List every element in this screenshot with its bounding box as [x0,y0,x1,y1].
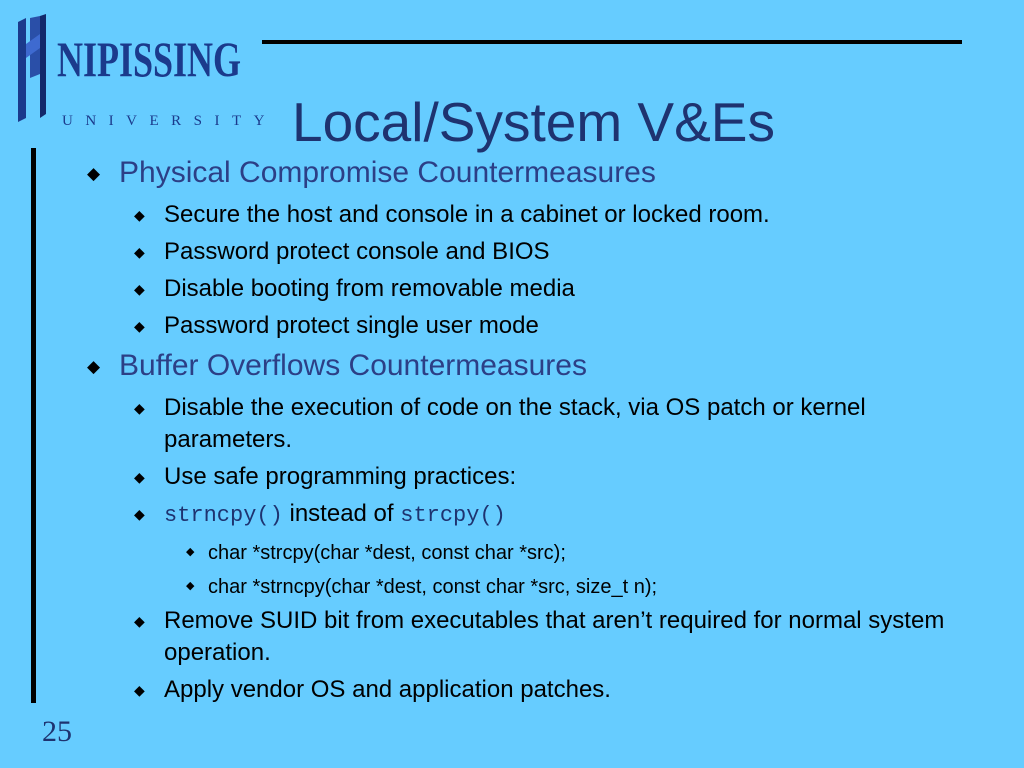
slide-title: Local/System V&Es [292,91,775,153]
list-item-text: Apply vendor OS and application patches. [164,676,611,703]
section-buffer [84,347,974,385]
list-item-text: Password protect single user mode [164,312,539,339]
list-item-text: char *strcpy(char *dest, const char *src); [208,542,566,564]
list-item [84,310,974,342]
diamond-bullet-icon: ◆ [134,682,145,698]
diamond-bullet-icon: ◆ [87,357,101,376]
diamond-bullet-icon: ◆ [134,207,145,223]
diamond-bullet-icon: ◆ [134,281,145,297]
diamond-bullet-icon: ◆ [134,400,145,416]
page-number: 25 [42,715,72,748]
list-item [84,605,974,669]
code-strncpy: strncpy() [164,503,283,528]
logo-subtitle: UNIVERSITY [62,113,277,129]
section-physical [84,154,974,192]
diamond-bullet-icon: ◆ [134,506,145,522]
code-strcpy: strcpy() [400,503,506,528]
list-item [84,392,974,456]
list-item [84,537,974,569]
list-item [84,674,974,706]
diamond-bullet-icon: ◆ [134,244,145,260]
diamond-bullet-icon: ◆ [134,469,145,485]
slide-content [84,154,974,711]
list-item-text: Secure the host and console in a cabinet or locked room. [164,201,770,228]
top-divider [262,40,962,44]
list-item [84,236,974,268]
list-item [84,273,974,305]
list-item [84,461,974,493]
list-item-text: Disable the execution of code on the stack, via OS patch or kernel parameters. [164,394,866,453]
list-item-text [164,498,974,532]
instead-of-text: instead of [282,500,401,527]
list-item [84,498,974,532]
list-item-text: char *strncpy(char *dest, const char *src, size_t n); [208,576,658,598]
diamond-bullet-icon: ◆ [87,164,101,183]
list-item-text: Password protect console and BIOS [164,238,550,265]
list-item [84,199,974,231]
university-logo [12,14,277,129]
logo-emblem-icon [12,14,56,126]
diamond-bullet-icon: ◆ [134,318,145,334]
left-divider [31,148,36,703]
list-item [84,571,974,603]
list-item-text: Disable booting from removable media [164,275,575,302]
logo-wordmark: NIPISSING [57,31,242,87]
list-item-text: Use safe programming practices: [164,463,517,490]
diamond-bullet-icon: ◆ [186,546,195,558]
section-heading: Physical Compromise Countermeasures [119,156,656,189]
list-item-text: Remove SUID bit from executables that aren’t required for normal system operation. [164,607,945,666]
diamond-bullet-icon: ◆ [186,580,195,592]
diamond-bullet-icon: ◆ [134,613,145,629]
section-heading: Buffer Overflows Countermeasures [119,349,587,382]
